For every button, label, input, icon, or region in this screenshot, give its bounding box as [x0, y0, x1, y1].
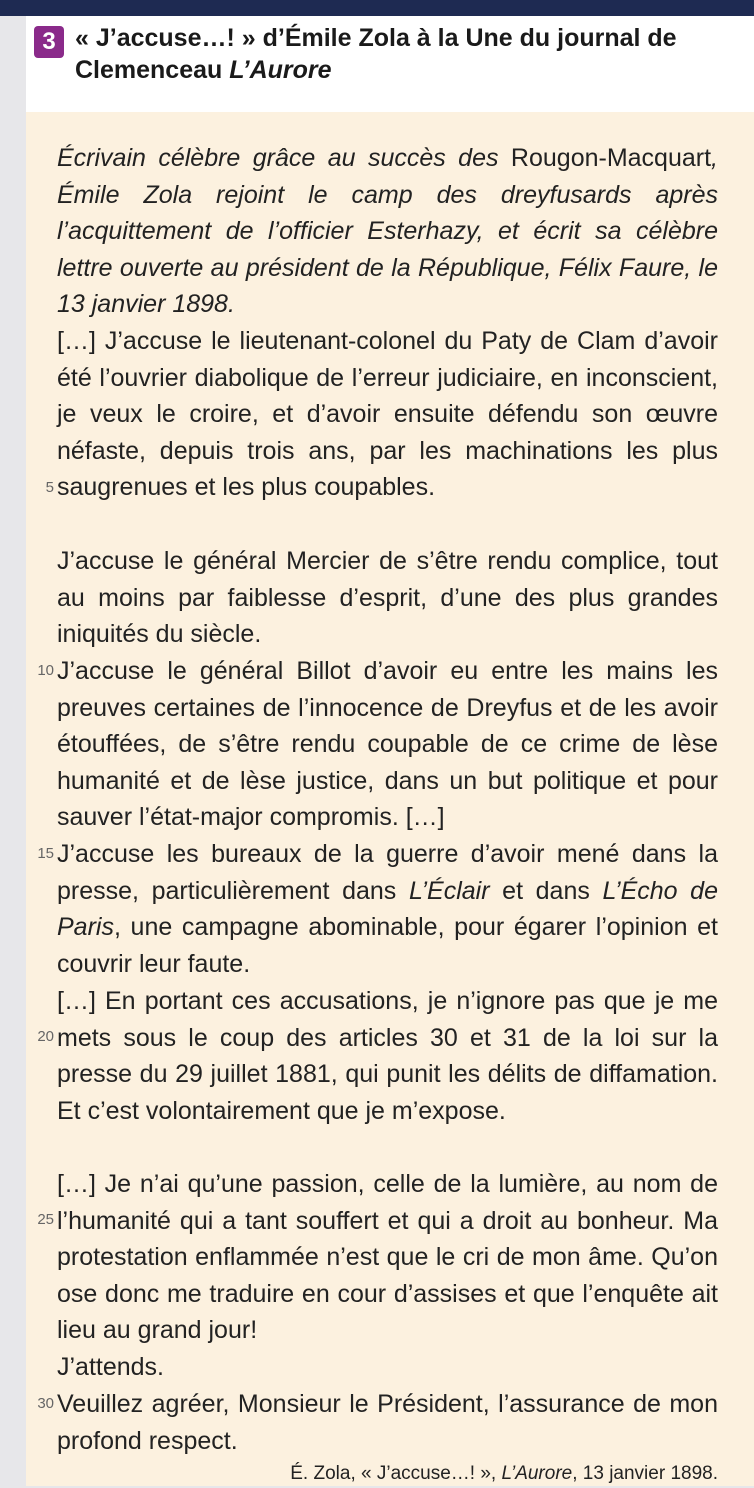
press-part2: et dans	[489, 876, 603, 905]
intro-work: Rougon-Macquart	[510, 144, 712, 172]
paragraph-attends: J’attends.	[57, 1353, 165, 1381]
source-journal: L’Aurore	[501, 1463, 573, 1484]
document-title	[75, 22, 735, 86]
line-number: 20	[37, 1028, 54, 1045]
source-part1: É. Zola, « J’accuse…! »,	[290, 1463, 502, 1484]
source-part2: , 13 janvier 1898.	[572, 1463, 718, 1484]
source-citation	[57, 1460, 718, 1488]
line-number: 5	[45, 479, 54, 496]
line-number: 10	[37, 662, 54, 679]
paragraph-mercier: J’accuse le général Mercier de s’être rendu complice, tout au moins par faiblesse d’esprit, d’une des plus grandes iniquités du siècle.	[57, 547, 718, 649]
line-number: 30	[37, 1395, 54, 1412]
document-number-badge: 3	[34, 26, 64, 58]
paragraph-accusations: […] En portant ces accusations, je n’ignore pas que je me mets sous le coup des articles 30 et 31 de la loi sur la presse du 29 juillet 1881, qui punit les délits de diffamation. Et c’est volontairement que je m’expose.	[57, 987, 718, 1125]
paragraph-billot: J’accuse le général Billot d’avoir eu entre les mains les preuves certaines de l’innocence de Dreyfus et de les avoir étouffées, de s’être rendu coupable de ce crime de lèse humanité et de lèse justice, dans un but politique et pour sauver l’état-major compromis. […]	[57, 657, 718, 832]
text-box	[26, 112, 754, 1486]
intro-part2: , Émile Zola rejoint le camp des dreyfusards après l’acquittement de l’officier Esterhazy, et écrit sa célèbre lettre ouverte au président de la République, Félix Faure, le 13 janvier 1898.	[57, 144, 718, 319]
press-journal-echo: L’Écho de Paris	[57, 876, 718, 942]
document-page	[26, 16, 754, 1486]
title-journal: L’Aurore	[229, 56, 332, 84]
paragraph-passion: […] Je n’ai qu’une passion, celle de la lumière, au nom de l’humanité qui a tant souffert et qui a droit au bonheur. Ma protestation enflammée n’est que le cri de mon âme. Qu’on ose donc me traduire en cour d’assises et que l’enquête ait lieu au grand jour!	[57, 1170, 718, 1345]
intro-paragraph	[57, 140, 718, 323]
line-number: 25	[37, 1211, 54, 1228]
paragraph-du-paty: […] J’accuse le lieutenant-colonel du Paty de Clam d’avoir été l’ouvrier diabolique de l’erreur judiciaire, en inconscient, je veux le croire, et d’avoir ensuite défendu son œuvre néfaste, depuis trois ans, par les machinations les plus saugrenues et les plus coupables.	[57, 327, 718, 502]
paragraph-press	[57, 836, 718, 982]
intro-part1: Écrivain célèbre grâce au succès des	[57, 144, 511, 172]
paragraph-closing: Veuillez agréer, Monsieur le Président, l’assurance de mon profond respect.	[57, 1390, 718, 1455]
title-text: « J’accuse…! » d’Émile Zola à la Une du journal de Clemenceau	[75, 24, 677, 84]
document-header	[26, 16, 754, 112]
top-bar	[0, 0, 754, 16]
press-journal-eclair: L’Éclair	[408, 876, 490, 905]
press-part1: J’accuse les bureaux de la guerre d’avoir mené dans la presse, particulièrement dans	[57, 840, 718, 905]
press-part3: , une campagne abominable, pour égarer l’opinion et couvrir leur faute.	[57, 913, 718, 978]
line-number: 15	[37, 845, 54, 862]
